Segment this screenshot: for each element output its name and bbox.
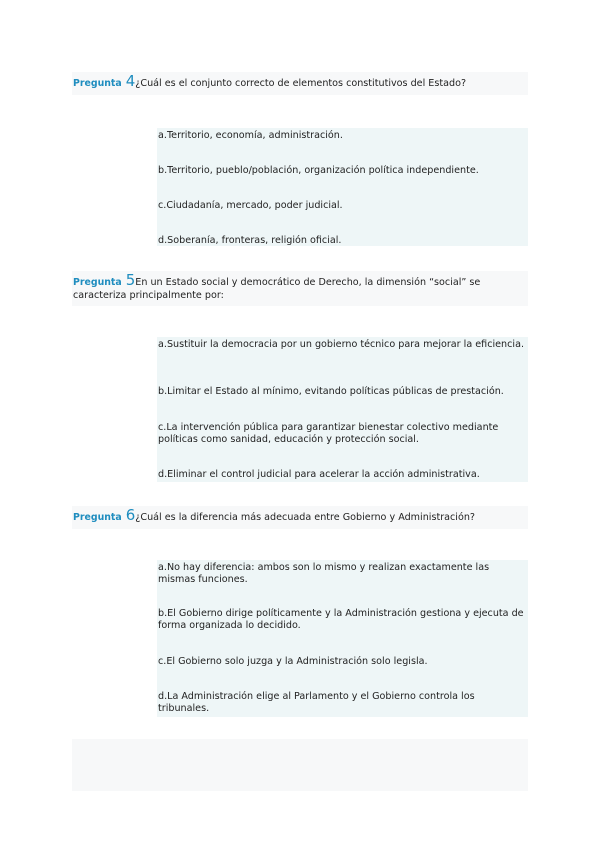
option-letter: d.: [158, 235, 168, 246]
question-label: Pregunta: [73, 277, 122, 288]
option-letter: b.: [158, 165, 168, 176]
question-number: 4: [125, 72, 136, 90]
question-6-header: [72, 506, 528, 529]
question-label: Pregunta: [73, 78, 122, 89]
option-b[interactable]: [158, 608, 528, 633]
option-letter: c.: [158, 656, 167, 667]
option-a[interactable]: [158, 562, 528, 587]
option-d[interactable]: [158, 235, 528, 247]
option-letter: d.: [158, 469, 168, 480]
option-text: Sustituir la democracia por un gobierno técnico para mejorar la eficiencia.: [166, 339, 525, 350]
option-a[interactable]: [158, 339, 528, 351]
option-text: La Administración elige al Parlamento y el Gobierno controla los tribunales.: [158, 691, 475, 715]
option-letter: b.: [158, 386, 168, 397]
question-text: En un Estado social y democrático de Derecho, la dimensión “social” se caracteriza principalmente por:: [73, 277, 481, 301]
option-text: Eliminar el control judicial para acelerar la acción administrativa.: [167, 469, 480, 480]
option-letter: c.: [158, 422, 167, 433]
question-number: 6: [125, 506, 136, 524]
option-text: Territorio, economía, administración.: [166, 130, 343, 141]
empty-footer-box: [72, 739, 528, 791]
option-c[interactable]: [158, 656, 528, 668]
option-letter: c.: [158, 200, 167, 211]
question-4-header: [72, 72, 528, 95]
option-text: La intervención pública para garantizar bienestar colectivo mediante políticas como sanidad, educación y protección social.: [158, 422, 499, 446]
option-text: El Gobierno solo juzga y la Administración solo legisla.: [166, 656, 428, 667]
option-letter: a.: [158, 339, 167, 350]
option-letter: a.: [158, 130, 167, 141]
option-text: Territorio, pueblo/población, organización política independiente.: [167, 165, 479, 176]
option-text: No hay diferencia: ambos son lo mismo y realizan exactamente las mismas funciones.: [158, 562, 490, 586]
question-text: ¿Cuál es la diferencia más adecuada entre Gobierno y Administración?: [135, 512, 476, 523]
option-d[interactable]: [158, 691, 528, 716]
question-4-answers: [157, 128, 528, 246]
option-d[interactable]: [158, 469, 528, 481]
option-a[interactable]: [158, 130, 528, 142]
question-5-answers: [157, 337, 528, 482]
question-6-answers: [157, 560, 528, 717]
question-number: 5: [125, 271, 136, 289]
option-text: Soberanía, fronteras, religión oficial.: [167, 235, 342, 246]
option-letter: b.: [158, 608, 168, 619]
option-letter: a.: [158, 562, 167, 573]
option-letter: d.: [158, 691, 168, 702]
question-text: ¿Cuál es el conjunto correcto de elementos constitutivos del Estado?: [135, 78, 467, 89]
option-text: Limitar el Estado al mínimo, evitando políticas públicas de prestación.: [167, 386, 504, 397]
option-text: Ciudadanía, mercado, poder judicial.: [166, 200, 343, 211]
question-5-header: [72, 271, 528, 306]
option-b[interactable]: [158, 165, 528, 177]
option-c[interactable]: [158, 200, 528, 212]
option-text: El Gobierno dirige políticamente y la Administración gestiona y ejecuta de forma organizada lo decidido.: [158, 608, 524, 632]
option-c[interactable]: [158, 422, 528, 447]
question-label: Pregunta: [73, 512, 122, 523]
option-b[interactable]: [158, 386, 528, 398]
